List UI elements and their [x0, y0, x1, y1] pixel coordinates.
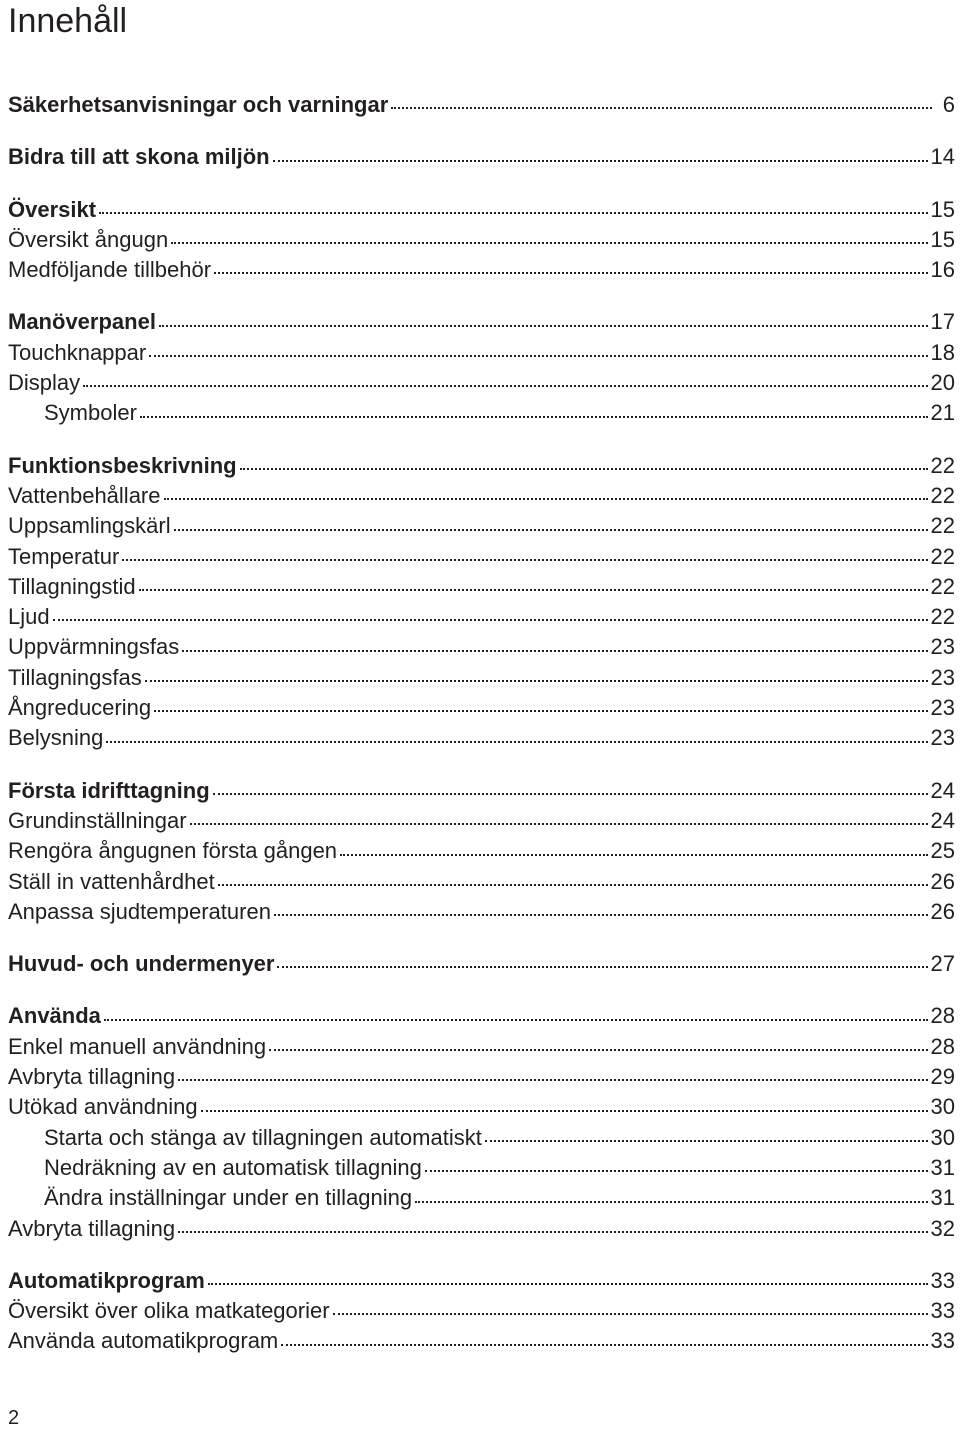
dot-leader: [214, 270, 927, 274]
toc-entry-label: Starta och stänga av tillagningen automatiskt: [44, 1124, 482, 1150]
dot-leader: [139, 587, 928, 591]
toc-entry[interactable]: [8, 1153, 955, 1183]
toc-entry[interactable]: [8, 602, 955, 632]
dot-leader: [425, 1168, 928, 1172]
toc-entry-page: 23: [930, 634, 955, 660]
toc-entry-label: Bidra till att skona miljön: [8, 144, 270, 170]
dot-leader: [274, 912, 928, 916]
toc-entry[interactable]: [8, 572, 955, 602]
toc-entry[interactable]: [8, 867, 955, 897]
toc-entry-page: 16: [930, 257, 955, 283]
toc-entry-label: Ljud: [8, 604, 50, 630]
toc-entry-label: Funktionsbeskrivning: [8, 452, 237, 478]
toc-entry[interactable]: [8, 1183, 955, 1213]
toc-entry[interactable]: [8, 481, 955, 511]
toc-group: [8, 451, 955, 754]
dot-leader: [277, 964, 927, 968]
toc-entry-label: Manöverpanel: [8, 309, 156, 335]
toc-heading-entry[interactable]: [8, 142, 955, 172]
toc-entry-page: 22: [930, 452, 955, 478]
toc-group: [8, 142, 955, 172]
dot-leader: [281, 1342, 927, 1346]
toc-group: [8, 1001, 955, 1243]
dot-leader: [208, 1281, 928, 1285]
dot-leader: [174, 527, 928, 531]
toc-entry-label: Rengöra ångugnen första gången: [8, 838, 338, 864]
toc-entry-page: 23: [930, 695, 955, 721]
toc-heading-entry[interactable]: [8, 451, 955, 481]
toc-entry[interactable]: [8, 1123, 955, 1153]
toc-entry-page: 22: [930, 573, 955, 599]
toc-entry[interactable]: [8, 542, 955, 572]
toc-entry-page: 32: [930, 1215, 955, 1241]
toc-entry-label: Tillagningsfas: [8, 664, 142, 690]
toc-entry-page: 24: [930, 807, 955, 833]
toc-entry-label: Översikt över olika matkategorier: [8, 1298, 330, 1324]
toc-entry-label: Översikt ångugn: [8, 226, 169, 252]
dot-leader: [83, 383, 927, 387]
toc-group: [8, 195, 955, 286]
toc-entry-page: 15: [930, 226, 955, 252]
toc-entry-label: Uppvärmningsfas: [8, 634, 180, 660]
toc-entry-label: Touchknappar: [8, 339, 147, 365]
dot-leader: [485, 1138, 928, 1142]
toc-entry[interactable]: [8, 255, 955, 285]
toc-entry-page: 21: [930, 400, 955, 426]
toc-entry-label: Utökad användning: [8, 1094, 198, 1120]
dot-leader: [415, 1199, 927, 1203]
toc-entry-label: Symboler: [44, 400, 137, 426]
toc-entry-label: Avbryta tillagning: [8, 1064, 176, 1090]
toc-heading-entry[interactable]: [8, 1001, 955, 1031]
toc-group: [8, 307, 955, 428]
toc-group: [8, 949, 955, 979]
toc-entry-page: 31: [930, 1185, 955, 1211]
toc-entry-page: 27: [930, 951, 955, 977]
toc-entry[interactable]: [8, 368, 955, 398]
toc-entry-page: 15: [930, 196, 955, 222]
toc-entry-page: 22: [930, 482, 955, 508]
toc-entry-page: 14: [930, 144, 955, 170]
dot-leader: [269, 1047, 927, 1051]
toc-entry-label: Avbryta tillagning: [8, 1215, 176, 1241]
toc-entry-page: 31: [930, 1154, 955, 1180]
page-number: 2: [8, 1407, 20, 1429]
toc-heading-entry[interactable]: [8, 307, 955, 337]
toc-entry-label: Medföljande tillbehör: [8, 257, 212, 283]
dot-leader: [201, 1108, 928, 1112]
toc-entry[interactable]: [8, 1032, 955, 1062]
dot-leader: [213, 791, 928, 795]
toc-heading-entry[interactable]: [8, 90, 955, 120]
toc-entry-label: Använda: [8, 1003, 101, 1029]
toc-entry-label: Tillagningstid: [8, 573, 136, 599]
toc-entry[interactable]: [8, 723, 955, 753]
dot-leader: [240, 466, 928, 470]
dot-leader: [159, 323, 928, 327]
toc-entry-page: 33: [930, 1298, 955, 1324]
toc-entry[interactable]: [8, 1296, 955, 1326]
toc-entry-page: 18: [930, 339, 955, 365]
toc-entry-page: 25: [930, 838, 955, 864]
dot-leader: [164, 496, 928, 500]
dot-leader: [333, 1311, 928, 1315]
toc-entry-label: Vattenbehållare: [8, 482, 161, 508]
toc-entry[interactable]: [8, 663, 955, 693]
toc-entry-label: Nedräkning av en automatisk tillagning: [44, 1154, 422, 1180]
toc-entry[interactable]: [8, 338, 955, 368]
toc-entry-label: Ställ in vattenhårdhet: [8, 868, 215, 894]
dot-leader: [218, 882, 928, 886]
dot-leader: [391, 105, 932, 109]
dot-leader: [154, 708, 927, 712]
toc-entry-page: 28: [930, 1003, 955, 1029]
toc-entry-page: 26: [930, 898, 955, 924]
toc-entry[interactable]: [8, 1214, 955, 1244]
table-of-contents: [8, 90, 955, 1379]
toc-entry-page: 22: [930, 543, 955, 569]
toc-entry-page: 24: [930, 777, 955, 803]
toc-entry[interactable]: [8, 632, 955, 662]
toc-entry-page: 29: [930, 1064, 955, 1090]
toc-heading-entry[interactable]: [8, 949, 955, 979]
dot-leader: [178, 1229, 927, 1233]
toc-entry-label: Ändra inställningar under en tillagning: [44, 1185, 413, 1211]
toc-entry-page: 23: [930, 725, 955, 751]
toc-entry-page: 22: [930, 604, 955, 630]
dot-leader: [273, 158, 928, 162]
toc-group: [8, 1266, 955, 1357]
toc-entry[interactable]: [8, 806, 955, 836]
dot-leader: [145, 678, 928, 682]
toc-entry[interactable]: [8, 693, 955, 723]
dot-leader: [190, 821, 928, 825]
toc-entry-label: Översikt: [8, 196, 97, 222]
dot-leader: [53, 617, 928, 621]
dot-leader: [182, 648, 927, 652]
dot-leader: [340, 852, 927, 856]
toc-entry[interactable]: [8, 511, 955, 541]
toc-entry-page: 22: [930, 513, 955, 539]
dot-leader: [149, 353, 927, 357]
toc-entry-page: 30: [930, 1094, 955, 1120]
toc-entry[interactable]: [8, 398, 955, 428]
toc-entry-page: 30: [930, 1124, 955, 1150]
toc-group: [8, 776, 955, 927]
toc-entry[interactable]: [8, 1062, 955, 1092]
toc-entry-label: Grundinställningar: [8, 807, 187, 833]
toc-entry-page: 28: [930, 1033, 955, 1059]
page-title: Innehåll: [8, 2, 128, 40]
toc-entry[interactable]: [8, 225, 955, 255]
dot-leader: [171, 240, 927, 244]
dot-leader: [106, 739, 927, 743]
toc-entry-label: Enkel manuell användning: [8, 1033, 267, 1059]
toc-entry-label: Display: [8, 370, 81, 396]
toc-heading-entry[interactable]: [8, 195, 955, 225]
toc-entry-page: 6: [942, 92, 955, 117]
toc-entry-label: Anpassa sjudtemperaturen: [8, 898, 271, 924]
toc-entry-label: Uppsamlingskärl: [8, 513, 171, 539]
toc-entry-page: 33: [930, 1267, 955, 1293]
toc-entry-label: Första idrifttagning: [8, 777, 210, 803]
toc-heading-entry[interactable]: [8, 1266, 955, 1296]
toc-entry-page: 23: [930, 664, 955, 690]
toc-entry-page: 26: [930, 868, 955, 894]
toc-entry[interactable]: [8, 1092, 955, 1122]
toc-entry-page: 33: [930, 1328, 955, 1354]
toc-entry-label: Belysning: [8, 725, 104, 751]
toc-entry-label: Säkerhetsanvisningar och varningar: [8, 92, 389, 117]
toc-entry[interactable]: [8, 836, 955, 866]
toc-entry-label: Huvud- och undermenyer: [8, 951, 275, 977]
dot-leader: [122, 557, 927, 561]
dot-leader: [178, 1077, 927, 1081]
toc-entry-page: 17: [930, 309, 955, 335]
dot-leader: [104, 1017, 928, 1021]
toc-entry-label: Temperatur: [8, 543, 120, 569]
toc-entry-label: Använda automatikprogram: [8, 1328, 279, 1354]
toc-heading-entry[interactable]: [8, 776, 955, 806]
toc-entry[interactable]: [8, 1326, 955, 1356]
toc-group: [8, 90, 955, 120]
toc-entry[interactable]: [8, 897, 955, 927]
toc-entry-label: Ångreducering: [8, 695, 152, 721]
toc-entry-label: Automatikprogram: [8, 1267, 205, 1293]
dot-leader: [140, 414, 928, 418]
toc-entry-page: 20: [930, 370, 955, 396]
dot-leader: [99, 210, 927, 214]
